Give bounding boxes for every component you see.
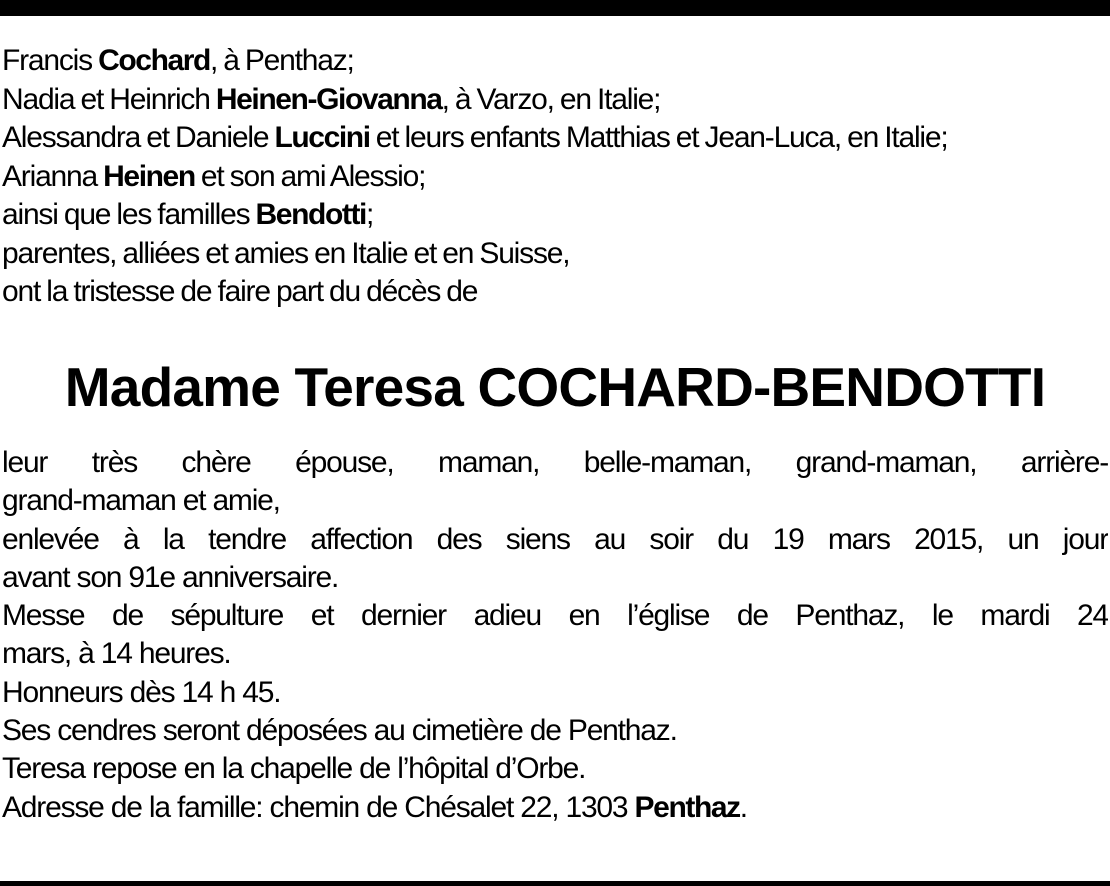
family-surname: Cochard bbox=[98, 44, 210, 77]
family-line: ainsi que les familles Bendotti; bbox=[2, 198, 374, 231]
body-line: leur très chère épouse, maman, belle-maman, grand-maman, arrière- bbox=[2, 446, 1108, 479]
body-line: enlevée à la tendre affection des siens au soir du 19 mars 2015, un jour bbox=[2, 522, 1108, 556]
bottom-border-rule bbox=[0, 881, 1110, 886]
family-line: Francis Cochard, à Penthaz; bbox=[2, 44, 354, 77]
announcement-line: ont la tristesse de faire part du décès de bbox=[2, 275, 478, 308]
family-line: Alessandra et Daniele Luccini et leurs enfants Matthias et Jean-Luca, en Italie; bbox=[2, 121, 948, 154]
family-list bbox=[2, 42, 1108, 312]
family-line: Arianna Heinen et son ami Alessio; bbox=[2, 159, 426, 193]
family-surname: Bendotti bbox=[255, 198, 366, 231]
family-surname: Heinen-Giovanna bbox=[215, 82, 442, 116]
family-address: Adresse de la famille: chemin de Chésalet 22, 1303 Penthaz. bbox=[2, 790, 747, 824]
address-town: Penthaz bbox=[634, 790, 740, 824]
notice-body bbox=[2, 444, 1108, 827]
deceased-name: Madame Teresa COCHARD-BENDOTTI bbox=[64, 356, 1046, 418]
family-line: Nadia et Heinrich Heinen-Giovanna, à Varzo, en Italie; bbox=[2, 82, 661, 116]
relatives-line: parentes, alliées et amies en Italie et en Suisse, bbox=[2, 236, 570, 270]
body-line: Ses cendres seront déposées au cimetière de Penthaz. bbox=[2, 714, 677, 748]
family-surname: Luccini bbox=[274, 121, 370, 154]
family-surname: Heinen bbox=[103, 159, 195, 193]
body-line: avant son 91e anniversaire. bbox=[2, 560, 339, 594]
body-line: grand-maman et amie, bbox=[2, 484, 280, 518]
top-border-rule bbox=[0, 0, 1110, 16]
body-line: Teresa repose en la chapelle de l’hôpital d’Orbe. bbox=[2, 752, 586, 786]
body-line: mars, à 14 heures. bbox=[2, 637, 231, 671]
body-line: Honneurs dès 14 h 45. bbox=[2, 675, 281, 709]
body-line: Messe de sépulture et dernier adieu en l’église de Penthaz, le mardi 24 bbox=[2, 599, 1108, 633]
